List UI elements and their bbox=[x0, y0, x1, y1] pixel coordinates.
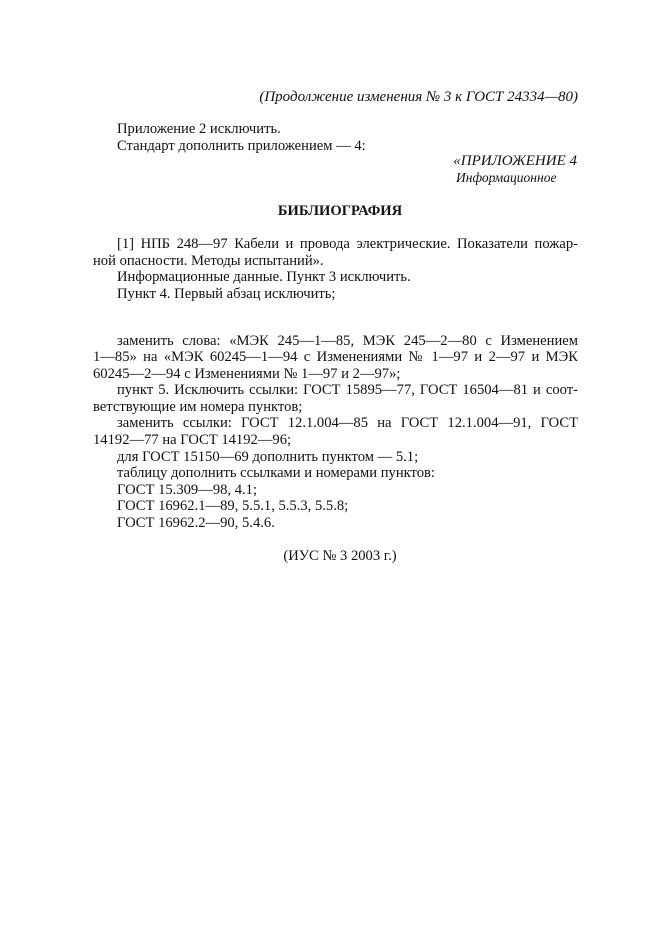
page-header: (Продолжение изменения № 3 к ГОСТ 24334—80) bbox=[259, 89, 578, 105]
change-line: таблицу дополнить ссылками и номерами пунктов: bbox=[117, 465, 435, 481]
bibliography-line: [1] НПБ 248—97 Кабели и провода электрические. Показатели пожар- bbox=[117, 236, 578, 252]
bibliography-line: Пункт 4. Первый абзац исключить; bbox=[117, 286, 336, 302]
appendix-title: «ПРИЛОЖЕНИЕ 4 bbox=[453, 153, 577, 169]
change-line: ГОСТ 16962.1—89, 5.5.1, 5.5.3, 5.5.8; bbox=[117, 498, 349, 514]
change-line: заменить ссылки: ГОСТ 12.1.004—85 на ГОСТ 12.1.004—91, ГОСТ bbox=[117, 415, 578, 431]
change-line: заменить слова: «МЭК 245—1—85, МЭК 245—2—80 с Изменением bbox=[117, 333, 578, 349]
change-line: 60245—2—94 с Изменениями № 1—97 и 2—97»; bbox=[93, 366, 401, 382]
change-line: ГОСТ 16962.2—90, 5.4.6. bbox=[117, 515, 275, 531]
appendix-subtitle: Информационное bbox=[456, 170, 557, 185]
footer-note: (ИУС № 3 2003 г.) bbox=[283, 548, 397, 564]
bibliography-line: ной опасности. Методы испытаний». bbox=[93, 253, 324, 269]
bibliography-title: БИБЛИОГРАФИЯ bbox=[277, 203, 403, 219]
change-line: для ГОСТ 15150—69 дополнить пунктом — 5.1; bbox=[117, 449, 419, 465]
intro-line: Приложение 2 исключить. bbox=[117, 121, 281, 137]
change-line: ГОСТ 15.309—98, 4.1; bbox=[117, 482, 258, 498]
change-line: 14192—77 на ГОСТ 14192—96; bbox=[93, 432, 292, 448]
bibliography-line: Информационные данные. Пункт 3 исключить. bbox=[117, 269, 411, 285]
change-line: ветствующие им номера пунктов; bbox=[93, 399, 303, 415]
change-line: 1—85» на «МЭК 60245—1—94 с Изменениями № 1—97 и 2—97 и МЭК bbox=[93, 349, 578, 365]
intro-line: Стандарт дополнить приложением — 4: bbox=[117, 138, 366, 154]
change-line: пункт 5. Исключить ссылки: ГОСТ 15895—77, ГОСТ 16504—81 и соот- bbox=[117, 382, 578, 398]
